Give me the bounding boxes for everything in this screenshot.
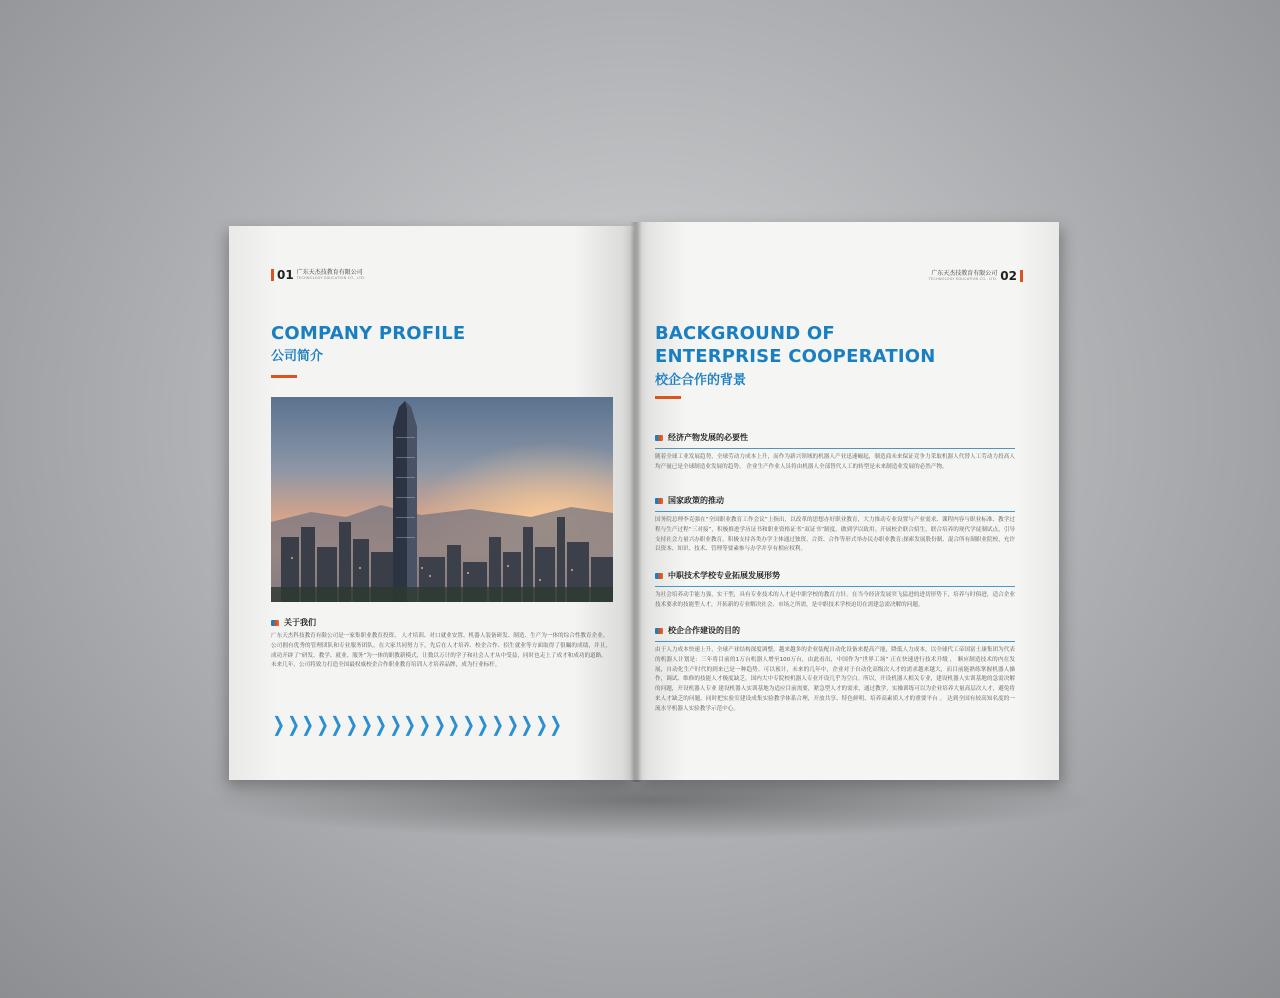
section-text: 为社会培养动手能力强，实干型，具有专业技术的人才是中职学校的教育方针。在当今经济发展突飞猛进的进切形势下，培养与时俱进，适合企业技术要求的技能型人才，开拓新的专业解决社会、市场之所需，是中职技术学校迫切在需建急需决解的问题。 (655, 592, 1015, 608)
page-title-en-line1: BACKGROUND OF (655, 323, 835, 344)
section-bullet-icon (655, 573, 663, 579)
chevron-right-icon: ❯ (403, 712, 417, 736)
chevron-right-icon: ❯ (418, 712, 431, 736)
company-name-cn: 广东天杰技教育有限公司 (931, 270, 998, 277)
company-header (929, 270, 998, 282)
page-number: 01 (277, 268, 294, 282)
company-name-en: TECHNOLOGY EDUCATION CO., LTD. (928, 277, 998, 281)
chevron-right-icon: ❯ (432, 712, 446, 736)
about-paragraph: 未来几年，公司将致力打造全国最权威校企合作职业教育培训人才培养品牌，成为行业标杆。 (271, 662, 501, 669)
section-title: 经济产物发展的必要性 (668, 433, 748, 442)
page-title-en: COMPANY PROFILE (271, 323, 466, 344)
section-bullet-icon (655, 498, 663, 504)
chevron-right-icon: ❯ (345, 712, 358, 736)
section-title: 校企合作建设的目的 (668, 626, 740, 635)
chevron-right-icon: ❯ (491, 712, 504, 736)
right-page-header (929, 270, 1023, 282)
section-text: 国务院总理李克强在“全国职业教育工作会议”上指出，以改革的思想办好职业教育，大力推动专业设置与产业需求、课程内容与职业标准、教学过程与生产过程“三对接”，积极推进学历证书和职业资格证书“双证书”制度。做到学以致用。开展校企联合招生，联合培养的现代学徒制试点，引导支持社会力量兴办职业教育，积极支持各类办学主体通过独资、合资、合作等形式举办民办职业教育;探索发展股份制、混合所有制职业院校，允许以资本、知识、技术、管理等要素参与办学并享有相应权利。 (655, 517, 1015, 553)
page-title-cn: 校企合作的背景 (655, 373, 747, 388)
section-bullet-icon (655, 435, 663, 441)
section-header-about (271, 618, 316, 628)
chevron-right-icon: ❯ (505, 712, 519, 736)
chevron-right-icon: ❯ (374, 712, 388, 736)
section-bullet-icon (655, 628, 663, 634)
title-underline (655, 396, 681, 399)
chevron-right-icon: ❯ (272, 712, 285, 736)
section-title: 关于我们 (284, 618, 316, 627)
section-divider (655, 641, 1015, 642)
company-header (297, 269, 366, 281)
section-title: 国家政策的推动 (668, 496, 724, 505)
page-number: 02 (1000, 269, 1017, 283)
section-title: 中职技术学校专业拓展发展形势 (668, 571, 780, 580)
chevron-right-icon: ❯ (389, 712, 402, 736)
section-bullet-icon (271, 620, 279, 626)
company-name-en: TECHNOLOGY EDUCATION CO., LTD. (296, 276, 366, 280)
section-header-purpose (655, 626, 740, 636)
page-title-cn: 公司简介 (271, 349, 324, 364)
page-number-marker (271, 269, 274, 281)
chevron-right-icon: ❯ (330, 712, 344, 736)
book-spine-gutter (630, 222, 642, 782)
section-divider (655, 448, 1015, 449)
left-page-header (271, 269, 365, 281)
chevron-right-icon: ❯ (476, 712, 490, 736)
section-divider (655, 511, 1015, 512)
city-skyline-photo (271, 397, 613, 602)
chevron-right-icon: ❯ (535, 712, 548, 736)
section-text: 由于人力成本快速上升，全球产业结构深度调整，越来越多的企业装配自动化设备来提高产能，降低人力成本，以全球代工帝国富士康集团为代表的机器人计划是：三年将目前的1万台机器人增至100万台，由此看出，中国作为“世界工场” 正在快速进行技术升级 ， 顺应制造技术的内在发展，自动化生产时代的到来已是一种趋势。可以预计，未来的几年中，企业对于自动化高级次人才的需求越来越大，而目前能熟练掌握机器人操作，调试、维修的技能人才极度缺乏，国内大中专院校机器人专业开设几乎为空白。所以，开设机器人相关专业，建设机器人实训基地的急需决解的问题，开设机器人专业 建设机器人实训基地为适应目前需要，紧急型人才的需求，通过教学，实操训练可以为企业培养大量高层次人才，避免将来人才缺乏的问题。同时把实验室建设成集实验教学体系合理，开放共享、特色鲜明、培养高素质人才的重要平台 。 达到全国有较高知名度的一流水平机器人实验教学示范中心。 (655, 647, 1015, 712)
chevron-right-icon: ❯ (316, 712, 329, 736)
chevron-right-icon: ❯ (462, 712, 475, 736)
section-header-school (655, 571, 780, 581)
section-header-economy (655, 433, 748, 443)
page-title-en-line2: ENTERPRISE COOPERATION (655, 346, 936, 367)
left-page (229, 226, 635, 780)
chevron-right-icon: ❯ (286, 712, 300, 736)
skyline-image (271, 397, 613, 602)
chevron-right-icon: ❯ (359, 712, 373, 736)
title-underline (271, 375, 297, 378)
about-paragraph: 广东天杰科技教育有限公司是一家集职业教育投资、 人才培训、对口就业安置、机器人装备研发、制造、生产为一体的综合性教育企业。 (271, 633, 609, 639)
page-number-marker (1020, 270, 1023, 282)
chevron-arrow-row (271, 712, 563, 736)
section-text: 随着全球工业发展趋势，全球劳动力成本上升，而作为新兴领域的机器人产业迅速崛起，制造商未来保证竞争力采取机器人代替人工劳动力投高人均产量已是全球制造业发展的趋势。 企业生产作业人员将由机器人全部替代人工的转型是未来制造业发展的必然产物。 (655, 454, 1015, 470)
chevron-right-icon: ❯ (447, 712, 461, 736)
chevron-right-icon: ❯ (301, 712, 315, 736)
chevron-right-icon: ❯ (549, 712, 563, 736)
chevron-right-icon: ❯ (520, 712, 534, 736)
about-text (271, 632, 611, 671)
company-name-cn: 广东天杰技教育有限公司 (296, 269, 363, 276)
section-header-policy (655, 496, 724, 506)
section-divider (655, 586, 1015, 587)
right-page (635, 222, 1059, 780)
about-paragraph: 公司拥有优秀的管理团队和专业服务团队。在大家共同努力下，先后在人才培养、校企合作、招生就业等方面取得了很瞩的成绩，并且，成功开辟了“研发、教学、就业、服务”为一体的职教新模式，让数以万计的学子和社会人才从中受益，同时也走上了成才和成功的道路。 (271, 642, 611, 659)
